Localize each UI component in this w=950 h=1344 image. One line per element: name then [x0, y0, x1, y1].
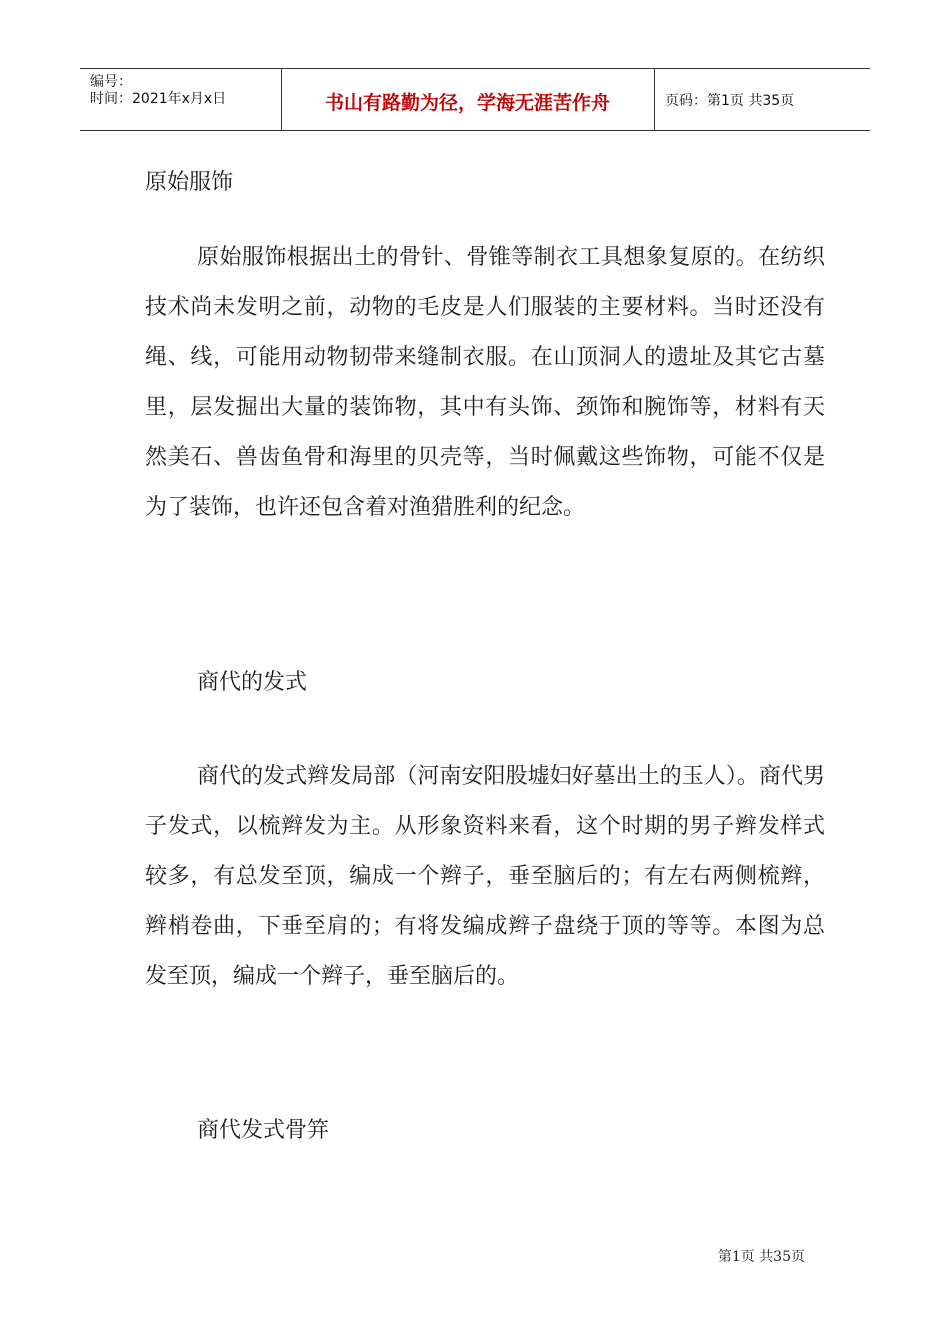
header-motto-cell — [281, 69, 655, 130]
header-page-cell — [655, 69, 870, 130]
serial-number-label: 编号： — [90, 74, 132, 90]
header-motto: 书山有路勤为径，学海无涯苦作舟 — [324, 92, 610, 114]
section-heading-shang-hairstyle: 商代的发式 — [197, 670, 308, 695]
document-title: 原始服饰 — [145, 170, 234, 195]
header-page-code: 页码：第1页 共35页 — [665, 93, 795, 109]
page-footer-number: 第1页 共35页 — [717, 1249, 805, 1265]
section-heading-shang-hairpin: 商代发式骨笄 — [197, 1118, 330, 1143]
paragraph-primitive-clothing: 原始服饰根据出土的骨针、骨锥等制衣工具想象复原的。在纺织技术尚未发明之前，动物的毛皮是人们服装的主要材料。当时还没有绳、线，可能用动物韧带来缝制衣服。在山顶洞人的遗址及其它古墓里，层发掘出大量的装饰物，其中有头饰、颈饰和腕饰等，材料有天然美石、兽齿鱼骨和海里的贝壳等，当时佩戴这些饰物，可能不仅是为了装饰，也许还包含着对渔猎胜利的纪念。 — [145, 245, 825, 520]
paragraph-shang-hairstyle: 商代的发式辫发局部（河南安阳股墟妇好墓出土的玉人）。商代男子发式，以梳辫发为主。从形象资料来看，这个时期的男子辫发样式较多，有总发至顶，编成一个辫子，垂至脑后的；有左右两侧梳辫，辫梢卷曲，下垂至肩的；有将发编成辫子盘绕于顶的等等。本图为总发至顶，编成一个辫子，垂至脑后的。 — [145, 764, 825, 989]
page-header — [80, 68, 870, 131]
header-meta-cell — [80, 69, 282, 130]
date-label: 时间：2021年x月x日 — [90, 91, 227, 107]
